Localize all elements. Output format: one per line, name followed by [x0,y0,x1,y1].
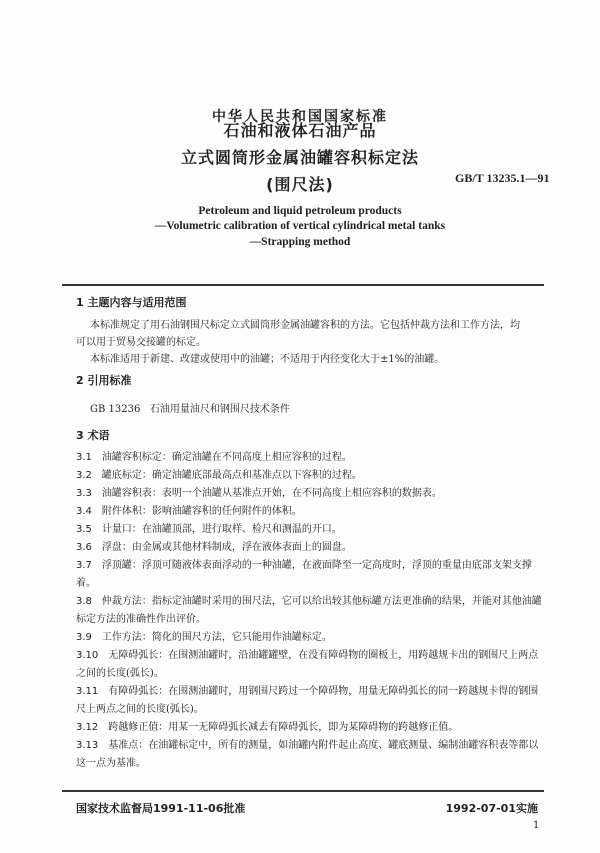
term-number: 3.6 [76,542,92,553]
term-number: 3.7 [76,560,92,571]
effective-date: 1992-07-01实施 [445,802,538,815]
term-item [76,449,546,467]
english-title-3: —Strapping method [249,236,351,248]
title-line-2: 立式圆筒形金属油罐容积标定法 [180,148,419,167]
term-number: 3.12 [76,722,99,733]
term-item [76,629,546,647]
term-number: 3.1 [76,452,92,463]
term-item [76,593,546,629]
term-item [76,503,546,521]
term-item [76,719,546,737]
term-number: 3.4 [76,506,92,517]
section-1-heading: 1 主题内容与适用范围 [76,296,187,309]
term-text: 附件体积：影响油罐容积的任何附件的体积。 [101,506,302,517]
term-text: 浮顶罐：浮顶可随液体表面浮动的一种油罐，在液面降至一定高度时，浮顶的重量由底部支架支撑着。 [76,560,532,589]
term-number: 3.5 [76,524,92,535]
terms-list [76,449,546,773]
english-title-1: Petroleum and liquid petroleum products [198,205,402,217]
term-text: 油罐容积表：表明一个油罐从基准点开始，在不同高度上相应容积的数据表。 [101,488,442,499]
section-2-heading: 2 引用标准 [76,374,132,387]
reference-item: GB 13236 石油用量油尺和钢围尺技术条件 [90,404,290,415]
term-item [76,467,546,485]
term-item [76,485,546,503]
term-number: 3.8 [76,596,92,607]
header-rule [62,284,544,286]
term-text: 仲裁方法：指标定油罐时采用的围尺法，它可以给出较其他标罐方法更准确的结果，并能对其他油罐标定方法的准确性作出评价。 [76,596,542,625]
term-number: 3.3 [76,488,92,499]
term-text: 有障碍弧长：在围测油罐时，用钢围尺跨过一个障碍物，用量无障碍弧长的同一跨越规卡得的钢围尺上两点之间的长度(弧长)。 [76,686,539,715]
term-text: 工作方法：简化的围尺方法，它只能用作油罐标定。 [101,632,332,643]
section-1-para-1-cont: 可以用于贸易交接罐的标定。 [76,337,206,348]
term-number: 3.13 [76,740,99,751]
term-text: 计量口：在油罐顶部，进行取样、检尺和测温的开口。 [101,524,342,535]
term-number: 3.11 [76,686,99,697]
section-1-para-1: 本标准规定了用石油钢围尺标定立式圆筒形金属油罐容积的方法。它包括仲裁方法和工作方法，均 [90,320,520,331]
title-line-3: (围尺法) [266,175,334,194]
term-item [76,737,546,773]
term-text: 罐底标定：确定油罐底部最高点和基准点以下容积的过程。 [101,470,362,481]
term-item [76,647,546,683]
term-text: 油罐容积标定：确定油罐在不同高度上相应容积的过程。 [101,452,352,463]
english-title-2: —Volumetric calibration of vertical cylindrical metal tanks [154,220,446,232]
term-number: 3.9 [76,632,92,643]
term-text: 跨越修正值：用某一无障碍弧长减去有障碍弧长，即为某障碍物的跨越修正值。 [108,722,459,733]
term-item [76,683,546,719]
term-item [76,557,546,593]
page-number: 1 [533,820,540,831]
term-item [76,521,546,539]
term-number: 3.2 [76,470,92,481]
title-line-1: 石油和液体石油产品 [223,121,377,140]
section-3-heading: 3 术语 [76,429,110,442]
term-text: 无障碍弧长：在围测油罐时，沿油罐罐壁，在没有障碍物的圈板上，用跨越规卡出的钢围尺上两点之间的长度(弧长)。 [76,650,539,679]
section-1-para-2: 本标准适用于新建、改建或使用中的油罐；不适用于内径变化大于±1%的油罐。 [90,354,445,365]
term-number: 3.10 [76,650,99,661]
footer-rule [62,790,544,792]
standard-header: 中华人民共和国国家标准 [212,109,388,125]
term-text: 浮盘：由金属或其他材料制成，浮在液体表面上的圆盘。 [101,542,352,553]
term-item [76,539,546,557]
term-text: 基准点：在油罐标定中，所有的测量，如油罐内附件起止高度、罐底测量、编制油罐容积表等都以这一点为基准。 [76,740,539,769]
approval-date: 国家技术监督局1991-11-06批准 [76,802,246,815]
standard-code: GB/T 13235.1—91 [455,171,550,185]
